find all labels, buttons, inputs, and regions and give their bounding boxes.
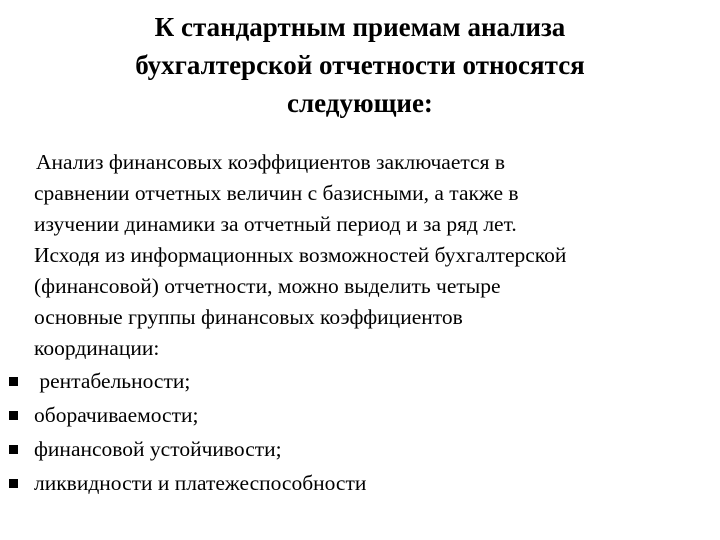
paragraph-line: основные группы финансовых коэффициентов [34, 305, 463, 329]
slide-body [0, 147, 720, 500]
title-line: К стандартным приемам анализа [154, 12, 566, 42]
paragraph-line: сравнении отчетных величин с базисными, а также в [34, 181, 519, 205]
list-item-text: ликвидности и платежеспособности [34, 471, 367, 495]
list-item-text: оборачиваемости; [34, 403, 199, 427]
paragraph-line: Анализ финансовых коэффициентов заключается в [36, 150, 506, 174]
list-item-text: рентабельности; [34, 369, 191, 393]
paragraph-line: координации: [34, 336, 160, 360]
list-item-text: финансовой устойчивости; [34, 437, 282, 461]
paragraph-line: (финансовой) отчетности, можно выделить четыре [34, 274, 501, 298]
section-sign-bullet-icon [6, 364, 20, 398]
title-line: следующие: [287, 88, 433, 118]
section-sign-bullet-icon [6, 398, 20, 432]
section-sign-bullet-icon [6, 466, 20, 500]
paragraph-line: изучении динамики за отчетный период и за ряд лет. [34, 212, 517, 236]
list-item [0, 466, 720, 500]
slide-title [60, 8, 660, 122]
list-item [0, 398, 720, 432]
paragraph-line: Исходя из информационных возможностей бухгалтерской [34, 243, 567, 267]
section-sign-bullet-icon [6, 432, 20, 466]
list-item [0, 432, 720, 466]
title-line: бухгалтерской отчетности относятся [135, 50, 585, 80]
list-item [0, 364, 720, 398]
